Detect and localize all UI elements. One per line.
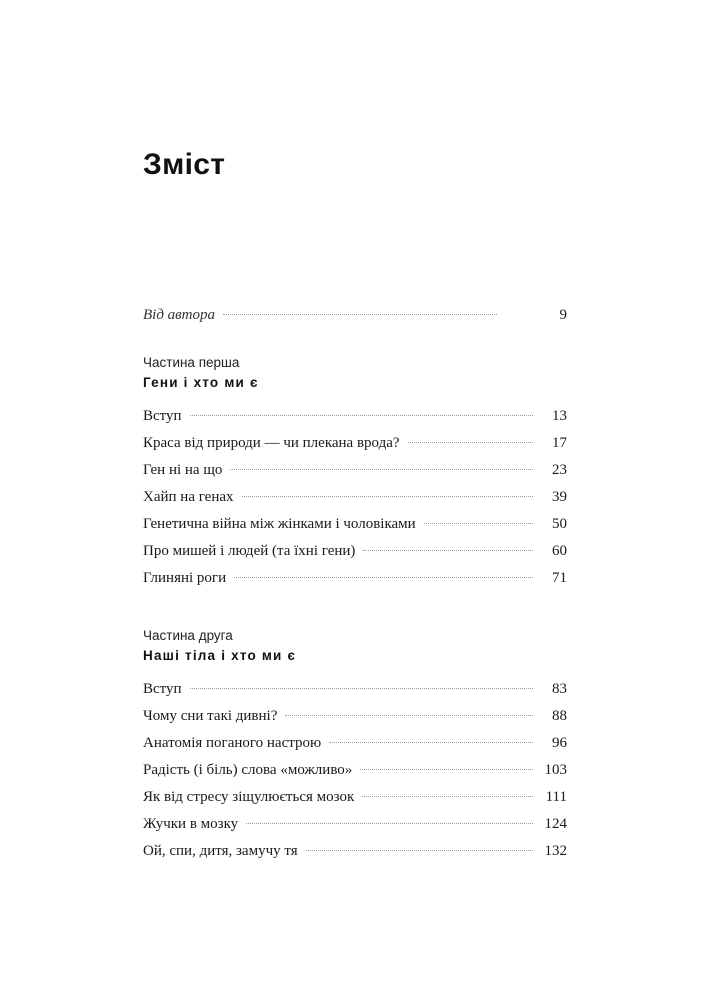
- toc-page-number: 103: [544, 762, 567, 778]
- toc-entry[interactable]: [143, 757, 567, 784]
- toc-entry-label: Як від стресу зіщулюється мозок: [143, 789, 355, 805]
- toc-entry-label: Ой, спи, дитя, замучу тя: [143, 843, 298, 859]
- dot-leader: [360, 769, 533, 770]
- part-title: Наші тіла і хто ми є: [143, 648, 297, 663]
- table-of-contents: [143, 302, 567, 865]
- toc-page-number: 60: [552, 543, 567, 559]
- toc-page-number: 111: [545, 789, 567, 805]
- toc-entry-label: Від автора: [143, 307, 216, 323]
- toc-entry[interactable]: [143, 403, 567, 430]
- toc-page-number: 96: [552, 735, 567, 751]
- dot-leader: [424, 523, 533, 524]
- toc-entry-label: Чому сни такі дивні?: [143, 708, 278, 724]
- dot-leader: [242, 496, 533, 497]
- toc-entry[interactable]: [143, 511, 567, 538]
- toc-entry[interactable]: [143, 703, 567, 730]
- toc-entry[interactable]: [143, 784, 567, 811]
- toc-page-number: 132: [544, 843, 567, 859]
- toc-entry-label: Жучки в мозку: [143, 816, 239, 832]
- part-2: [143, 626, 567, 865]
- part-label: Частина друга: [143, 628, 233, 643]
- toc-entry[interactable]: [143, 538, 567, 565]
- dot-leader: [329, 742, 533, 743]
- toc-page-number: 71: [552, 570, 567, 586]
- dot-leader: [190, 415, 533, 416]
- toc-page-number: 17: [552, 435, 567, 451]
- toc-entry-label: Генетична війна між жінками і чоловіками: [143, 516, 416, 532]
- toc-page-number: 39: [552, 489, 567, 505]
- toc-entry-label: Ген ні на що: [143, 462, 223, 478]
- toc-entry-label: Глиняні роги: [143, 570, 227, 586]
- dot-leader: [306, 850, 533, 851]
- toc-entry[interactable]: [143, 676, 567, 703]
- dot-leader: [408, 442, 533, 443]
- toc-page-number: 13: [552, 408, 567, 424]
- toc-entry[interactable]: [143, 565, 567, 592]
- toc-entry-label: Вступ: [143, 408, 182, 424]
- dot-leader: [230, 469, 533, 470]
- toc-entry-label: Хайп на генах: [143, 489, 234, 505]
- toc-entry[interactable]: [143, 484, 567, 511]
- dot-leader: [363, 550, 533, 551]
- toc-page-number: 88: [552, 708, 567, 724]
- toc-entry[interactable]: [143, 838, 567, 865]
- dot-leader: [285, 715, 533, 716]
- page-title: Зміст: [143, 148, 226, 182]
- dot-leader: [223, 314, 497, 315]
- toc-entry-label: Анатомія поганого настрою: [143, 735, 322, 751]
- toc-page-number: 83: [552, 681, 567, 697]
- toc-page-number: 124: [544, 816, 567, 832]
- toc-page-number: 50: [552, 516, 567, 532]
- toc-entry-label: Радість (і біль) слова «можливо»: [143, 762, 353, 778]
- toc-entry[interactable]: [143, 430, 567, 457]
- part-title: Гени і хто ми є: [143, 375, 259, 390]
- toc-entry[interactable]: [143, 457, 567, 484]
- dot-leader: [246, 823, 533, 824]
- toc-entry[interactable]: [143, 730, 567, 757]
- toc-page-number: 9: [559, 307, 567, 323]
- toc-entry-label: Вступ: [143, 681, 182, 697]
- toc-entry-label: Про мишей і людей (та їхні гени): [143, 543, 356, 559]
- dot-leader: [234, 577, 533, 578]
- dot-leader: [190, 688, 533, 689]
- dot-leader: [362, 796, 533, 797]
- part-1: [143, 353, 567, 592]
- toc-entry-intro[interactable]: [143, 302, 567, 329]
- toc-page-number: 23: [552, 462, 567, 478]
- toc-entry-label: Краса від природи — чи плекана врода?: [143, 435, 400, 451]
- toc-entry[interactable]: [143, 811, 567, 838]
- part-label: Частина перша: [143, 355, 240, 370]
